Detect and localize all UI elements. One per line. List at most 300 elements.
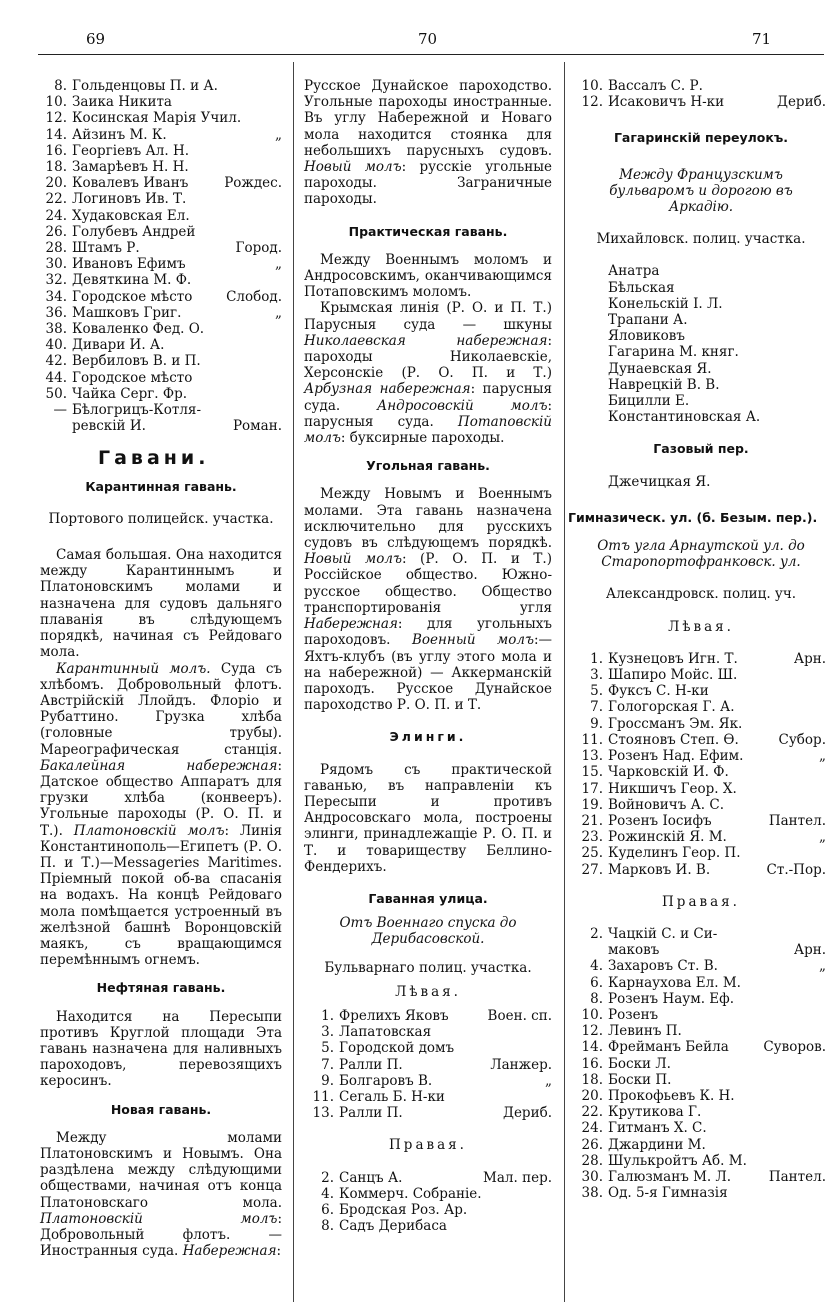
list-item — [40, 386, 282, 402]
list-item — [576, 1007, 826, 1023]
resident-name: Кузнецовъ Игн. Т. — [608, 650, 738, 667]
list-item — [40, 256, 282, 272]
resident-name: Косинская Марія Учил. — [72, 110, 242, 127]
list-item — [304, 1040, 552, 1056]
list-item — [576, 991, 826, 1007]
resident-name: Бродская Роз. Ар. — [339, 1201, 468, 1218]
resident-name: Голубевъ Андрей — [72, 223, 196, 240]
side-label-left: Лѣвая. — [395, 983, 461, 1000]
house-number: 25. — [581, 845, 603, 862]
list-item — [40, 224, 282, 240]
list-item — [576, 651, 826, 667]
list-item — [576, 1153, 826, 1169]
cross-street-note — [822, 1104, 826, 1120]
house-number: 11. — [581, 731, 603, 748]
resident-name: Коммерч. Собраніе. — [339, 1185, 482, 1202]
cross-street-note — [278, 272, 282, 288]
column-divider — [293, 62, 294, 1302]
list-item — [576, 699, 826, 715]
cross-street-note — [822, 699, 826, 715]
cross-street-note — [278, 370, 282, 386]
house-number: 7. — [321, 1056, 334, 1073]
house-number: — — [53, 402, 67, 419]
resident-name: Вассалъ С. Р. — [608, 78, 703, 94]
list-item — [576, 813, 826, 829]
resident-name: Войновичъ А. С. — [608, 796, 725, 813]
paragraph: Самая большая. Она находится между Карантиннымъ и Платоновскимъ молами и назначена для судовъ дальняго плаванія въ слѣдующемъ порядкѣ, начиная съ Рейдоваго мола. — [40, 547, 282, 661]
list-item — [40, 94, 282, 110]
house-number: 12. — [45, 110, 67, 127]
cross-street-note — [548, 1040, 552, 1056]
street-extent: Отъ Военнаго спуска до Дерибасовской. — [339, 915, 517, 948]
house-number: 5. — [321, 1040, 334, 1057]
street-extent: Между Французскимъ бульваромъ и дорогою въ Аркадію. — [609, 166, 793, 216]
list-item — [40, 159, 282, 175]
cross-street-note — [822, 1056, 826, 1072]
list-item — [576, 975, 826, 991]
resident-name: Городское мѣсто — [72, 288, 193, 305]
house-number: 21. — [581, 812, 603, 829]
resident-name: Трапани А. — [608, 312, 688, 329]
cross-street-note: „ — [275, 304, 282, 321]
list-item — [576, 1056, 826, 1072]
list-item — [40, 370, 282, 386]
house-number: 6. — [321, 1201, 334, 1218]
house-number: 13. — [581, 748, 603, 765]
list-item — [40, 240, 282, 256]
list-item — [40, 78, 282, 94]
house-number: 30. — [581, 1168, 603, 1185]
side-label-right: Правая. — [662, 893, 740, 910]
list-item — [304, 1218, 552, 1234]
address-list — [576, 926, 826, 1201]
cross-street-note — [822, 926, 826, 942]
section-heading: Карантинная гавань. — [85, 478, 237, 494]
cross-street-note — [278, 321, 282, 337]
house-number: 8. — [54, 78, 67, 94]
house-number: 4. — [590, 958, 603, 975]
list-item — [304, 1202, 552, 1218]
house-number: 14. — [581, 1039, 603, 1056]
cross-street-note — [822, 1023, 826, 1039]
paragraph: Между Военнымъ моломъ и Андросовскимъ, оканчивающимся Потаповскимъ моломъ. — [304, 251, 552, 301]
resident-name: Ковалевъ Иванъ — [72, 175, 189, 192]
resident-name: Исаковичъ Н-ки — [608, 94, 725, 111]
section-heading: Нефтяная гавань. — [96, 980, 226, 996]
house-number — [576, 942, 608, 958]
house-number: 27. — [581, 861, 603, 878]
resident-name: Айзинъ М. К. — [72, 126, 167, 143]
resident-name: Константиновская А. — [608, 409, 761, 426]
list-item — [40, 353, 282, 369]
cross-street-note — [278, 78, 282, 94]
street-extent: Отъ угла Арнаутской ул. до Старопортофранковск. ул. — [597, 538, 805, 571]
house-number: 24. — [581, 1120, 603, 1137]
cross-street-note — [278, 159, 282, 175]
resident-name: Куделинъ Геор. П. — [608, 845, 741, 862]
cross-street-note: Арн. — [793, 942, 826, 959]
paragraph: Рядомъ съ практической гаванью, въ направленіи къ Пересыпи и противъ Андросовскаго мола, построены элинги, принадлежащіе Р. О. П. и Т. и товариществу Беллино-Фендерихъ. — [304, 761, 552, 875]
resident-name: Чайка Серг. Фр. — [72, 385, 188, 402]
cross-street-note — [278, 143, 282, 159]
house-number: 17. — [581, 780, 603, 797]
resident-name: Розенъ Над. Ефим. — [608, 748, 744, 765]
resident-name: Лапатовская — [339, 1024, 432, 1041]
cross-street-note — [822, 1120, 826, 1136]
list-item — [576, 797, 826, 813]
house-number: 30. — [45, 256, 67, 273]
house-number: 16. — [581, 1055, 603, 1072]
house-number: 19. — [581, 796, 603, 813]
cross-street-note — [278, 386, 282, 402]
house-number: 34. — [45, 288, 67, 305]
resident-name: Георгіевъ Ал. Н. — [72, 142, 190, 159]
house-number: 23. — [581, 829, 603, 846]
list-item — [304, 1105, 552, 1121]
cross-street-note: „ — [819, 748, 826, 765]
address-list — [304, 1170, 552, 1235]
resident-name: Розенъ Іосифъ — [608, 812, 712, 829]
resident-name: Яловиковъ — [608, 328, 685, 345]
district-label: Александровск. полиц. уч. — [605, 586, 797, 603]
house-number: 44. — [45, 369, 67, 386]
list-item — [576, 942, 826, 958]
house-number: 28. — [581, 1152, 603, 1169]
paragraph: Между молами Платоновскимъ и Новымъ. Она раздѣлена между слѣдующими обществами, начиная отъ конца Платоновскаго мола. Платоновскій молъ: Добровольный флотъ. — Иностранныя суда. Набережная: — [40, 1129, 282, 1260]
cross-street-note: „ — [819, 958, 826, 975]
cross-street-note — [822, 1072, 826, 1088]
house-number: 24. — [45, 207, 67, 224]
cross-street-note: Ст.-Пор. — [766, 861, 826, 878]
house-number: 32. — [45, 272, 67, 289]
resident-name: Левинъ П. — [608, 1023, 682, 1040]
cross-street-note: „ — [275, 256, 282, 273]
house-number: 10. — [45, 94, 67, 111]
resident-name: Фрелихъ Яковъ — [339, 1007, 449, 1024]
cross-street-note — [822, 1153, 826, 1169]
house-number: 10. — [581, 78, 603, 94]
cross-street-note: Субор. — [778, 731, 826, 748]
district-label: Портового полицейск. участка. — [48, 510, 274, 527]
house-number: 1. — [590, 650, 603, 667]
list-item — [576, 1104, 826, 1120]
resident-name: Гольденцовы П. и А. — [72, 78, 218, 94]
house-number: 6. — [590, 974, 603, 991]
resident-name: Заика Никита — [72, 94, 172, 111]
resident-name: Шапиро Мойс. Ш. — [608, 667, 738, 684]
resident-name: Боски Л. — [608, 1055, 671, 1072]
page-number-right: 71 — [752, 30, 772, 48]
page-number-center: 70 — [418, 30, 438, 48]
resident-name: Конельскій І. Л. — [608, 295, 723, 312]
list-item — [576, 667, 826, 683]
cross-street-note — [278, 224, 282, 240]
resident-name: Наврецкій В. В. — [608, 376, 720, 393]
cross-street-note — [822, 1185, 826, 1201]
list-item — [40, 321, 282, 337]
house-number: 12. — [581, 1023, 603, 1040]
list-item — [576, 716, 826, 732]
cross-street-note: Рождес. — [224, 175, 282, 192]
address-list — [576, 78, 826, 110]
name-list — [576, 474, 826, 490]
resident-name: Фуксъ С. Н-ки — [608, 683, 709, 700]
cross-street-note: Ланжер. — [490, 1056, 552, 1073]
district-label: Михайловск. полиц. участка. — [596, 231, 806, 248]
paragraph: Русское Дунайское пароходство. Угольные пароходы иностранные. Въ углу Набережной и Новаго мола находится стоянка для небольшихъ парусныхъ судовъ. Новый молъ: русскіе угольные пароходы. Заграничные пароходы. — [304, 78, 552, 208]
column-divider — [564, 62, 565, 1302]
cross-street-note: Слобод. — [226, 288, 282, 305]
list-item — [576, 1088, 826, 1104]
list-item — [576, 683, 826, 699]
house-number: 2. — [590, 925, 603, 942]
address-list — [576, 651, 826, 878]
list-item — [576, 1120, 826, 1136]
cross-street-note — [822, 991, 826, 1007]
cross-street-note: Воен. сп. — [487, 1007, 552, 1024]
list-item — [40, 143, 282, 159]
page-header — [0, 30, 840, 52]
resident-name: Фрейманъ Бейла — [608, 1039, 729, 1056]
house-number: 9. — [321, 1072, 334, 1089]
cross-street-note: Мал. пер. — [483, 1169, 552, 1186]
house-number: 2. — [321, 1169, 334, 1186]
house-number: 28. — [45, 240, 67, 257]
list-item — [40, 305, 282, 321]
list-item — [576, 845, 826, 861]
section-heading: Газовый пер. — [653, 441, 749, 457]
resident-name: Городское мѣсто — [72, 369, 193, 386]
resident-name: Болгаровъ В. — [339, 1072, 433, 1089]
resident-name: Гагарина М. княг. — [608, 344, 739, 361]
list-item — [576, 829, 826, 845]
list-item — [576, 862, 826, 878]
list-item — [40, 175, 282, 191]
section-heading: Элинги. — [389, 729, 467, 745]
house-number: 4. — [321, 1185, 334, 1202]
section-heading: Гагаринскій переулокъ. — [613, 130, 789, 146]
house-number: 9. — [590, 715, 603, 732]
cross-street-note — [822, 797, 826, 813]
column-middle — [304, 78, 552, 1234]
list-item — [40, 402, 282, 418]
resident-name: Гроссманъ Эм. Як. — [608, 715, 743, 732]
resident-name: Худаковская Ел. — [72, 207, 190, 224]
paragraph: Между Новымъ и Военнымъ молами. Эта гавань назначена исключительно для русскихъ судовъ въ слѣдующемъ порядкѣ. Новый молъ: (Р. О. П. и Т.) Россійское общество. Южно-русское общество. Общество транспортированія угля Набережная: для угольныхъ пароходовъ. Военный молъ:—Яхтъ-клубъ (въ углу этого мола и на набережной) — Аккерманскій пароходъ. Русское Дунайское пароходство Р. О. П. и Т. — [304, 486, 552, 714]
resident-name: Джечицкая Я. — [608, 473, 711, 490]
resident-name: Бѣльская — [608, 279, 675, 296]
resident-name: Рожинскій Я. М. — [608, 829, 727, 846]
cross-street-note: Дериб. — [776, 94, 826, 111]
cross-street-note — [548, 1202, 552, 1218]
house-number: 7. — [590, 699, 603, 716]
resident-name: Ивановъ Ефимъ — [72, 256, 186, 273]
resident-name: Розенъ Наум. Еф. — [608, 990, 735, 1007]
resident-name: Девяткина М. Ф. — [72, 272, 192, 289]
house-number: 18. — [45, 159, 67, 176]
cross-street-note — [278, 337, 282, 353]
list-item — [40, 127, 282, 143]
resident-name: Захаровъ Ст. В. — [608, 958, 718, 975]
cross-street-note — [822, 78, 826, 94]
cross-street-note — [548, 1024, 552, 1040]
cross-street-note — [278, 402, 282, 418]
list-item — [304, 1008, 552, 1024]
section-heading: Угольная гавань. — [366, 458, 490, 474]
house-number: 26. — [581, 1136, 603, 1153]
section-heading: Новая гавань. — [110, 1101, 212, 1117]
cross-street-note — [822, 845, 826, 861]
resident-name: Бицилли Е. — [608, 393, 690, 410]
resident-name: Карнаухова Ел. М. — [608, 974, 741, 991]
cross-street-note — [278, 94, 282, 110]
resident-name: Од. 5-я Гимназія — [608, 1185, 728, 1202]
resident-name: Логиновъ Ив. Т. — [72, 191, 187, 208]
cross-street-note: „ — [819, 829, 826, 846]
resident-name: Анатра — [608, 263, 660, 280]
cross-street-note — [278, 353, 282, 369]
house-number: 20. — [45, 175, 67, 192]
list-item — [576, 732, 826, 748]
list-item — [40, 289, 282, 305]
cross-street-note — [822, 1137, 826, 1153]
resident-name: Чацкій С. и Си- — [608, 925, 718, 942]
list-item — [304, 1186, 552, 1202]
list-item — [576, 94, 826, 110]
page-number-left: 69 — [86, 30, 106, 48]
house-number: 36. — [45, 304, 67, 321]
resident-name: Чарковскій И. Ф. — [608, 764, 729, 781]
paragraph: Находится на Пересыпи противъ Круглой площади Эта гавань назначена для наливныхъ пароходовъ, перевозящихъ керосинъ. — [40, 1008, 282, 1090]
house-number: 5. — [590, 683, 603, 700]
list-item — [576, 781, 826, 797]
cross-street-note: Арн. — [793, 650, 826, 667]
section-heading: Практическая гавань. — [348, 223, 508, 239]
house-number: 16. — [45, 142, 67, 159]
header-rule — [38, 54, 824, 55]
house-number: 22. — [581, 1104, 603, 1121]
cross-street-note: „ — [275, 126, 282, 143]
side-label-left: Лѣвая. — [668, 618, 734, 635]
list-item — [40, 337, 282, 353]
resident-name: Дунаевская Я. — [608, 360, 712, 377]
house-number: 8. — [590, 990, 603, 1007]
house-number: 40. — [45, 337, 67, 354]
list-item — [576, 1137, 826, 1153]
cross-street-note — [822, 1007, 826, 1023]
resident-name: Ралли П. — [339, 1105, 403, 1122]
cross-street-note — [278, 208, 282, 224]
cross-street-note — [822, 781, 826, 797]
house-number: 18. — [581, 1071, 603, 1088]
resident-name: Боски П. — [608, 1071, 672, 1088]
house-number: 50. — [45, 385, 67, 402]
side-label-right: Правая. — [389, 1137, 467, 1154]
list-item — [304, 1024, 552, 1040]
house-number: 3. — [590, 667, 603, 684]
list-item — [576, 926, 826, 942]
resident-name: Гологорская Г. А. — [608, 699, 735, 716]
resident-name: Санцъ А. — [339, 1169, 403, 1186]
house-number: 10. — [581, 1006, 603, 1023]
resident-name: Коваленко Фед. О. — [72, 321, 205, 338]
cross-street-note — [278, 191, 282, 207]
address-list — [304, 1008, 552, 1121]
cross-street-note — [822, 667, 826, 683]
house-number: 3. — [321, 1024, 334, 1041]
house-number: 8. — [321, 1218, 334, 1235]
house-number: 38. — [581, 1185, 603, 1202]
cross-street-note — [822, 716, 826, 732]
cross-street-note: Дериб. — [502, 1105, 552, 1122]
list-item — [304, 1089, 552, 1105]
house-number: 20. — [581, 1087, 603, 1104]
list-item — [40, 272, 282, 288]
resident-name: Марковъ И. В. — [608, 861, 711, 878]
resident-name: Галюзманъ М. Л. — [608, 1168, 732, 1185]
house-number: 26. — [45, 223, 67, 240]
list-item — [576, 1169, 826, 1185]
resident-name: Машковъ Григ. — [72, 304, 182, 321]
resident-name: Джардини М. — [608, 1136, 706, 1153]
house-number: 1. — [321, 1007, 334, 1024]
list-item — [304, 1170, 552, 1186]
cross-street-note — [278, 110, 282, 126]
cross-street-note — [548, 1089, 552, 1105]
list-item — [304, 1057, 552, 1073]
list-item — [304, 1073, 552, 1089]
cross-street-note — [822, 764, 826, 780]
cross-street-note: Пантел. — [768, 812, 826, 829]
resident-name: Сегаль Б. Н-ки — [339, 1088, 445, 1105]
resident-name: Никшичъ Геор. Х. — [608, 780, 737, 797]
list-item — [40, 208, 282, 224]
resident-name: Городской домъ — [339, 1040, 455, 1057]
list-item — [40, 191, 282, 207]
house-number: 15. — [581, 764, 603, 781]
resident-name: Замарѣевъ Н. Н. — [72, 159, 189, 176]
name-list — [576, 263, 826, 425]
resident-name: Дивари И. А. — [72, 337, 165, 354]
house-number: 38. — [45, 321, 67, 338]
resident-name: Ралли П. — [339, 1056, 403, 1073]
resident-name: Розенъ — [608, 1006, 659, 1023]
section-heading: Гаванная улица. — [368, 890, 488, 906]
cross-street-note — [822, 975, 826, 991]
house-number: 11. — [312, 1088, 334, 1105]
list-item — [40, 110, 282, 126]
resident-name: Садъ Дерибаса — [339, 1218, 447, 1235]
resident-name: Штамъ Р. — [72, 240, 140, 257]
paragraph: Карантинный молъ. Суда съ хлѣбомъ. Добровольный флотъ. Австрійскій Ллойдъ. Флоріо и Рубаттино. Грузка хлѣба (головные трубы). Мареографическая станція. Бакалейная набережная: Датское общество Аппаратъ для грузки хлѣба (конвееръ). Угольные пароходы (Р. О. П. и Т.). Платоновскій молъ: Линія Константинополь—Египетъ (Р. О. П. и Т.)—Messageries Maritimes. Пріемный покой об-ва спасанія на водахъ. На концѣ Рейдоваго мола помѣщается устроенный въ желѣзной башнѣ Воронцовскій маякъ, съ вращающимся перемѣннымъ огнемъ. — [40, 660, 282, 969]
column-right — [568, 78, 826, 1202]
cross-street-note: Пантел. — [768, 1168, 826, 1185]
paragraph: Крымская линія (Р. О. и П. Т.) Парусныя суда — шкуны Николаевская набережная: пароходы Николаевскіе, Херсонскіе (Р. О. П. и Т.) Арбузная набережная: парусныя суда. Андросовскій молъ: парусныя суда. Потаповскій молъ: буксирные пароходы. — [304, 300, 553, 447]
district-label: Бульварнаго полиц. участка. — [324, 959, 532, 976]
address-list — [40, 78, 282, 418]
cross-street-note — [822, 1088, 826, 1104]
list-item — [576, 958, 826, 974]
list-item — [576, 1023, 826, 1039]
section-title: Гавани. — [98, 447, 210, 470]
cross-street-note — [822, 683, 826, 699]
list-item — [576, 78, 826, 94]
cross-street-note — [548, 1186, 552, 1202]
house-number: 42. — [45, 353, 67, 370]
cross-street-note — [548, 1218, 552, 1234]
resident-name: Прокофьевъ К. Н. — [608, 1087, 735, 1104]
column-left — [40, 78, 282, 1259]
